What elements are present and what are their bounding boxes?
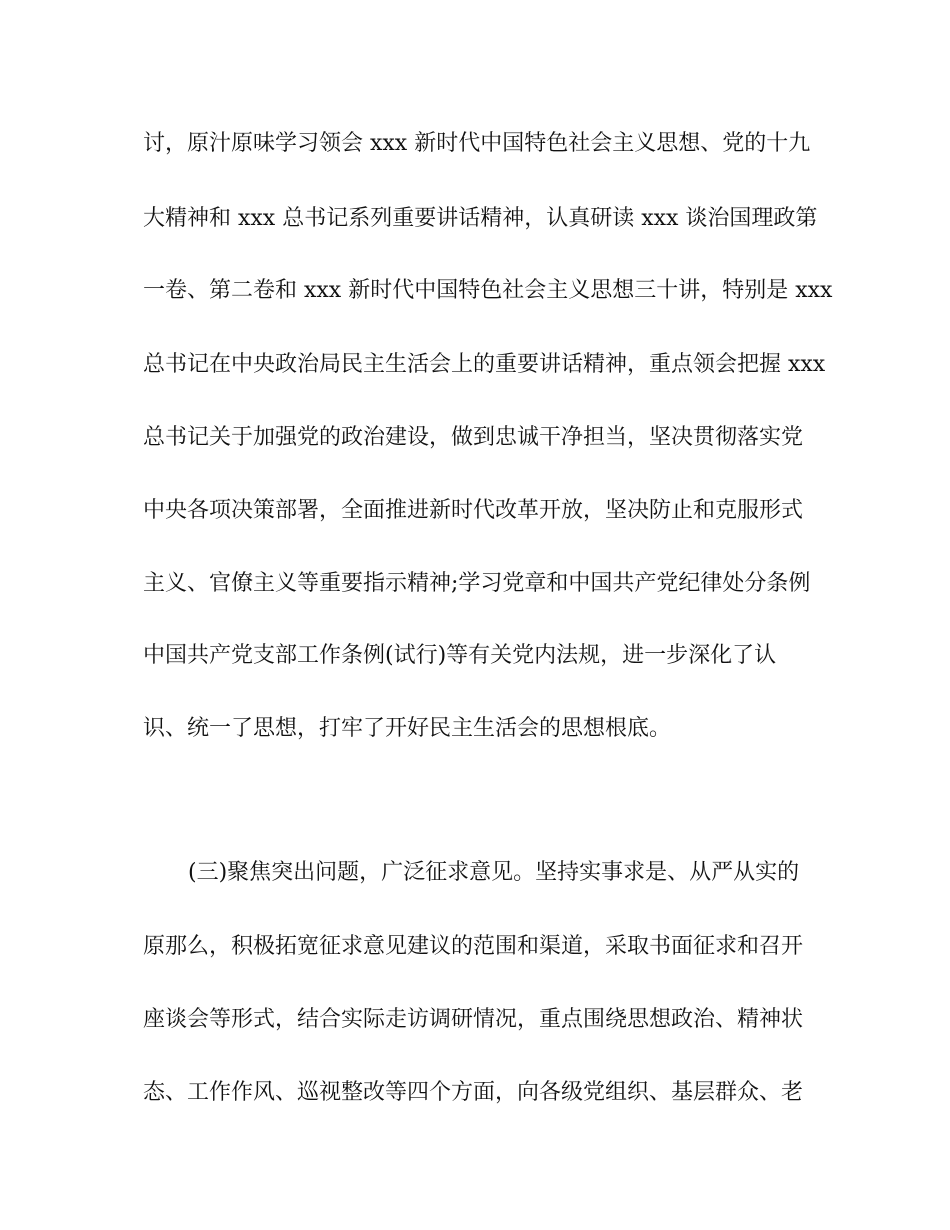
paragraph-1-line-5: 总书记关于加强党的政治建设，做到忠诚干净担当，坚决贯彻落实党 [143, 425, 804, 450]
paragraph-1-line-4: 总书记在中央政治局民主生活会上的重要讲话精神，重点领会把握 xxx [143, 352, 826, 377]
paragraph-2-line-1: (三)聚焦突出问题，广泛征求意见。坚持实事求是、从严从实的 [188, 860, 800, 885]
paragraph-1-line-9: 识、统一了思想，打牢了开好民主生活会的思想根底。 [143, 716, 672, 741]
paragraph-1-line-7: 主义、官僚主义等重要指示精神;学习党章和中国共产党纪律处分条例 [143, 571, 811, 596]
paragraph-1-line-2: 大精神和 xxx 总书记系列重要讲话精神，认真研读 xxx 谈治国理政第 [143, 206, 818, 231]
paragraph-2-line-2: 原那么，积极拓宽征求意见建议的范围和渠道，采取书面征求和召开 [143, 934, 804, 959]
paragraph-1-line-6: 中央各项决策部署，全面推进新时代改革开放，坚决防止和克服形式 [143, 498, 804, 523]
paragraph-2-line-4: 态、工作作风、巡视整改等四个方面，向各级党组织、基层群众、老 [143, 1080, 804, 1105]
paragraph-1-line-1: 讨，原汁原味学习领会 xxx 新时代中国特色社会主义思想、党的十九 [143, 131, 811, 156]
paragraph-1-line-3: 一卷、第二卷和 xxx 新时代中国特色社会主义思想三十讲，特别是 xxx [143, 278, 833, 303]
paragraph-2-line-3: 座谈会等形式，结合实际走访调研情况，重点围绕思想政治、精神状 [143, 1007, 804, 1032]
paragraph-1-line-8: 中国共产党支部工作条例(试行)等有关党内法规，进一步深化了认 [143, 643, 777, 668]
